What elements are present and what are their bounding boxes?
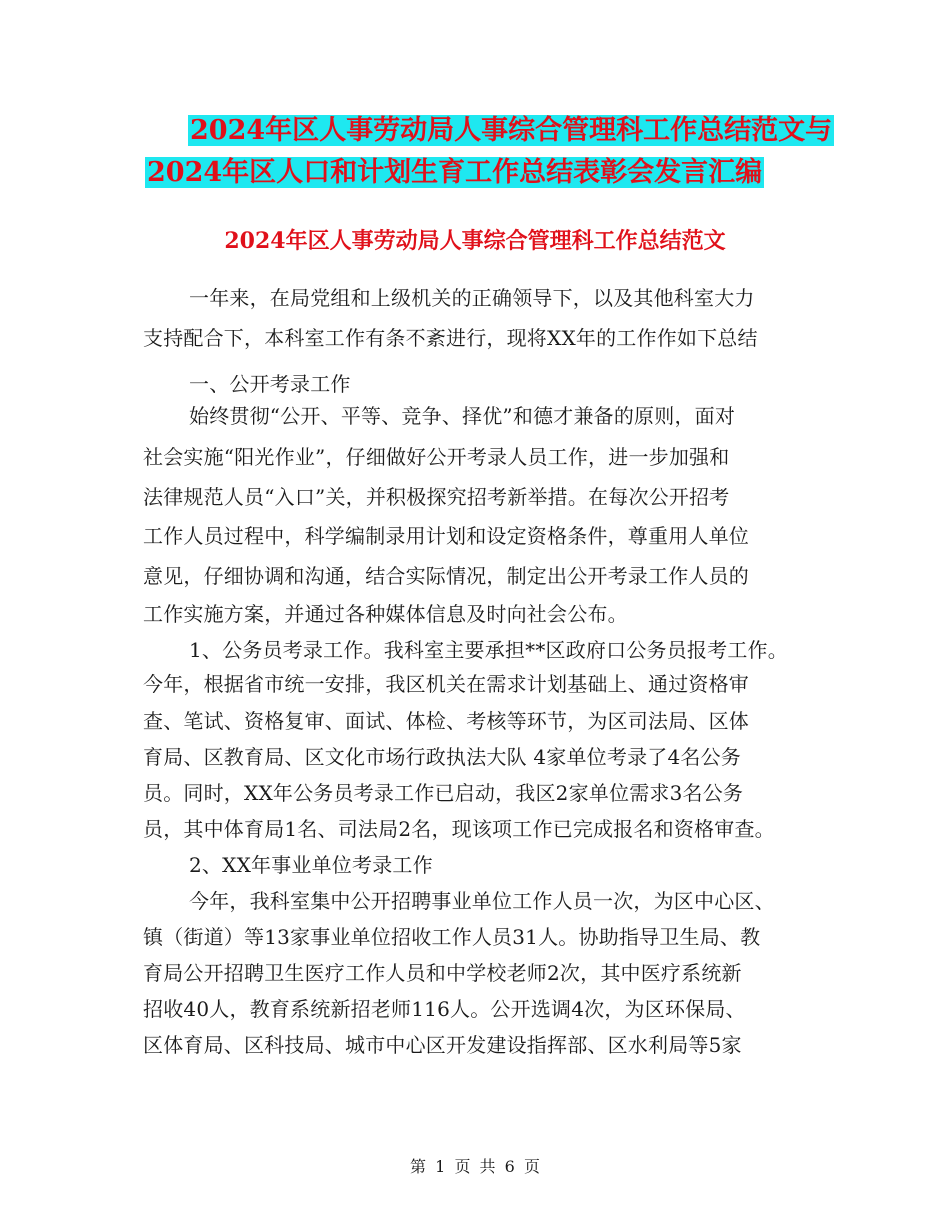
page-footer <box>0 1154 950 1177</box>
paragraph-line: 员。同时，XX年公务员考录工作已启动，我区2家单位需求3名公务 <box>143 781 744 805</box>
paragraph-line: 今年，我科室集中公开招聘事业单位工作人员一次，为区中心区、 <box>189 889 775 913</box>
paragraph-line: 招收40人，教育系统新招老师116人。公开选调4次，为区环保局、 <box>143 997 746 1021</box>
main-title-line-2-text: 2024年区人口和计划生育工作总结表彰会发言汇编 <box>147 157 763 188</box>
heading-line: 一、公开考录工作 <box>189 372 351 396</box>
paragraph-line: 区体育局、区科技局、城市中心区开发建设指挥部、区水利局等5家 <box>143 1033 742 1057</box>
paragraph-line: 法律规范人员“入口”关，并积极探究招考新举措。在每次公开招考 <box>143 485 730 509</box>
paragraph-line: 今年，根据省市统一安排，我区机关在需求计划基础上、通过资格审 <box>143 672 749 696</box>
paragraph-line: 员，其中体育局1名、司法局2名，现该项工作已完成报名和资格审查。 <box>143 817 775 841</box>
paragraph-line: 一年来，在局党组和上级机关的正确领导下，以及其他科室大力 <box>189 286 755 310</box>
footer-total-pages: 6 <box>504 1157 515 1176</box>
section-title: 2024年区人事劳动局人事综合管理科工作总结范文 <box>224 228 726 254</box>
paragraph-line: 镇（街道）等13家事业单位招收工作人员31人。协助指导卫生局、教 <box>143 925 761 949</box>
paragraph-line: 育局公开招聘卫生医疗工作人员和中学校老师2次，其中医疗系统新 <box>143 961 742 985</box>
paragraph-line: 工作人员过程中，科学编制录用计划和设定资格条件，尊重用人单位 <box>143 524 749 548</box>
main-title-line-1-text: 2024年区人事劳动局人事综合管理科工作总结范文与 <box>190 115 833 146</box>
main-title-line-1 <box>188 112 834 150</box>
paragraph-line: 支持配合下，本科室工作有条不紊进行，现将XX年的工作作如下总结 <box>143 326 758 350</box>
paragraph-line: 1、公务员考录工作。我科室主要承担**区政府口公务员报考工作。 <box>189 638 788 662</box>
heading-line: 2、XX年事业单位考录工作 <box>189 853 433 877</box>
paragraph-line: 工作实施方案，并通过各种媒体信息及时向社会公布。 <box>143 602 628 626</box>
paragraph-line: 始终贯彻“公开、平等、竞争、择优”和德才兼备的原则，面对 <box>189 404 736 428</box>
footer-suffix: 页 <box>523 1157 540 1176</box>
paragraph-line: 社会实施“阳光作业”，仔细做好公开考录人员工作，进一步加强和 <box>143 445 730 469</box>
paragraph-line: 查、笔试、资格复审、面试、体检、考核等环节，为区司法局、区体 <box>143 709 749 733</box>
main-title-line-2 <box>145 154 764 192</box>
footer-middle: 页 <box>454 1157 471 1176</box>
paragraph-line: 育局、区教育局、区文化市场行政执法大队 4家单位考录了4名公务 <box>143 745 742 769</box>
footer-total-prefix: 共 <box>479 1157 496 1176</box>
footer-prefix: 第 <box>410 1157 427 1176</box>
footer-page-number: 1 <box>435 1157 446 1176</box>
paragraph-line: 意见，仔细协调和沟通，结合实际情况，制定出公开考录工作人员的 <box>143 564 749 588</box>
